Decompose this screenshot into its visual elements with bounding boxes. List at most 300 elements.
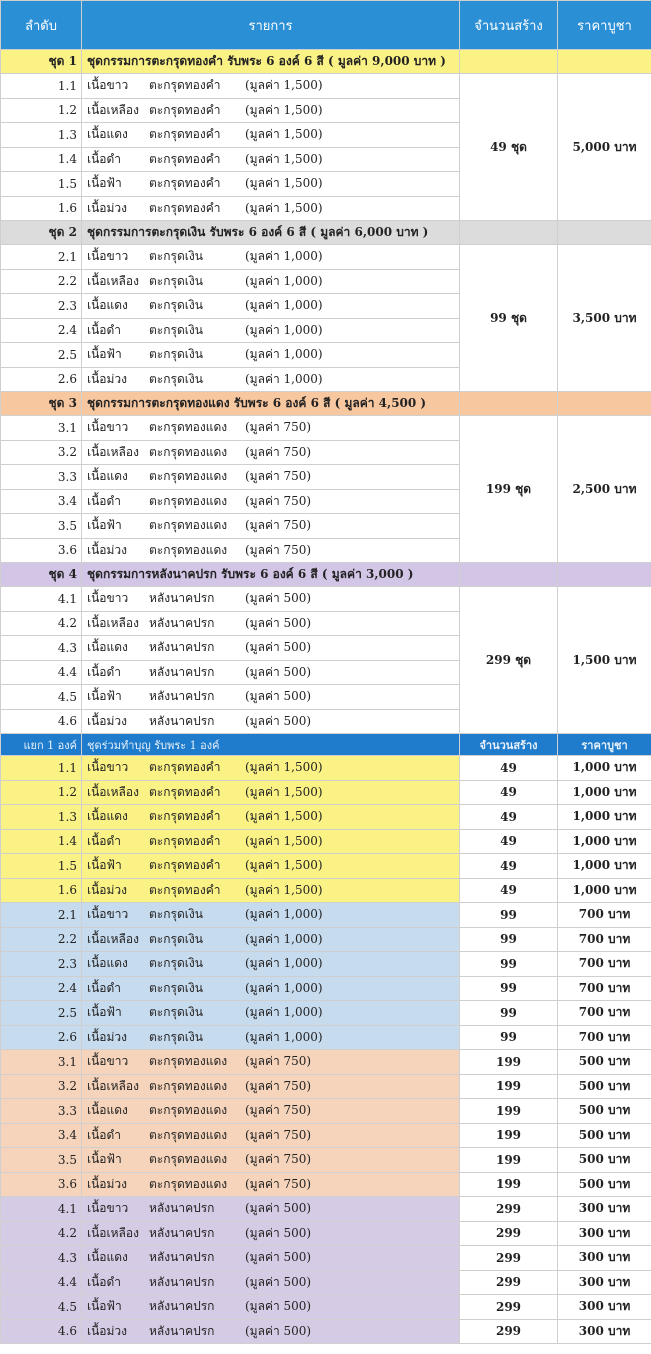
item-number: 2.6 [1, 367, 82, 392]
item-description [82, 878, 460, 903]
table-row [1, 587, 651, 612]
set-table-body [1, 50, 651, 734]
item-quantity: 49 [460, 829, 558, 854]
item-color: เนื้อขาว [87, 1054, 129, 1069]
item-value: (มูลค่า 750) [245, 1078, 312, 1093]
item-type: หลังนาคปรก [149, 1201, 215, 1216]
item-price: 700 บาท [558, 927, 651, 952]
item-value: (มูลค่า 750) [245, 1127, 312, 1142]
item-value: (มูลค่า 1,500) [245, 784, 323, 799]
item-color: เนื้อแดง [87, 956, 128, 971]
table-row [1, 74, 651, 99]
item-type: หลังนาคปรก [149, 713, 215, 728]
item-value: (มูลค่า 500) [245, 640, 312, 655]
item-color: เนื้อแดง [87, 640, 128, 655]
item-number: 3.3 [1, 465, 82, 490]
item-quantity: 299 [460, 1197, 558, 1222]
item-type: ตะกรุดทองแดง [149, 1127, 228, 1142]
item-description [82, 976, 460, 1001]
item-color: เนื้อแดง [87, 469, 128, 484]
item-number: 2.4 [1, 976, 82, 1001]
item-value: (มูลค่า 1,000) [245, 956, 323, 971]
item-type: ตะกรุดทองแดง [149, 1054, 228, 1069]
item-color: เนื้อเหลือง [87, 102, 139, 117]
item-type: ตะกรุดทองแดง [149, 518, 228, 533]
item-description [82, 805, 460, 830]
item-value: (มูลค่า 1,500) [245, 858, 323, 873]
item-type: ตะกรุดทองคำ [149, 127, 221, 142]
item-number: 1.6 [1, 878, 82, 903]
item-color: เนื้อเหลือง [87, 784, 139, 799]
item-description [82, 172, 460, 197]
item-type: หลังนาคปรก [149, 664, 215, 679]
item-value: (มูลค่า 1,500) [245, 882, 323, 897]
item-number: 3.5 [1, 1148, 82, 1173]
item-quantity: 49 [460, 854, 558, 879]
item-color: เนื้อม่วง [87, 371, 128, 386]
item-description [82, 489, 460, 514]
item-number: 2.5 [1, 343, 82, 368]
item-value: (มูลค่า 500) [245, 615, 312, 630]
set-price-blank [558, 221, 651, 245]
item-description [82, 685, 460, 710]
item-number: 4.3 [1, 636, 82, 661]
item-color: เนื้อดำ [87, 833, 122, 848]
item-color: เนื้อเหลือง [87, 615, 139, 630]
set-header-row [1, 221, 651, 245]
item-number: 3.2 [1, 1074, 82, 1099]
item-number: 3.5 [1, 514, 82, 539]
single-section-header [1, 734, 651, 756]
item-description [82, 903, 460, 928]
table-row [1, 1197, 651, 1222]
item-quantity: 199 [460, 1148, 558, 1173]
item-quantity: 299 [460, 1270, 558, 1295]
item-number: 3.6 [1, 1172, 82, 1197]
item-number: 3.2 [1, 440, 82, 465]
item-description [82, 927, 460, 952]
item-color: เนื้อม่วง [87, 200, 128, 215]
item-color: เนื้อแดง [87, 809, 128, 824]
item-color: เนื้อเหลือง [87, 931, 139, 946]
item-number: 4.5 [1, 685, 82, 710]
item-quantity: 99 [460, 1025, 558, 1050]
item-value: (มูลค่า 750) [245, 1054, 312, 1069]
set-quantity-blank [460, 50, 558, 74]
header-order: ลำดับ [1, 1, 82, 50]
item-type: ตะกรุดทองคำ [149, 784, 221, 799]
item-type: ตะกรุดเงิน [149, 322, 203, 337]
item-color: เนื้อแดง [87, 1103, 128, 1118]
set-number: ชุด 2 [1, 221, 82, 245]
item-type: ตะกรุดเงิน [149, 907, 203, 922]
item-price: 300 บาท [558, 1246, 651, 1271]
set-header-row [1, 50, 651, 74]
item-number: 4.1 [1, 1197, 82, 1222]
item-number: 4.4 [1, 1270, 82, 1295]
item-number: 2.2 [1, 927, 82, 952]
item-value: (มูลค่า 500) [245, 1323, 312, 1338]
header-price: ราคาบูชา [558, 1, 651, 50]
item-type: ตะกรุดเงิน [149, 347, 203, 362]
item-color: เนื้อม่วง [87, 882, 128, 897]
item-value: (มูลค่า 1,000) [245, 249, 323, 264]
item-price: 500 บาท [558, 1099, 651, 1124]
item-description [82, 854, 460, 879]
table-row [1, 903, 651, 928]
set-quantity-blank [460, 221, 558, 245]
item-color: เนื้อขาว [87, 760, 129, 775]
table-row [1, 829, 651, 854]
table-row [1, 756, 651, 781]
item-quantity: 99 [460, 976, 558, 1001]
set-quantity: 199 ชุด [460, 416, 558, 563]
set-quantity-blank [460, 392, 558, 416]
item-value: (มูลค่า 750) [245, 469, 312, 484]
item-number: 3.1 [1, 416, 82, 441]
item-type: ตะกรุดทองคำ [149, 176, 221, 191]
item-color: เนื้อเหลือง [87, 273, 139, 288]
item-quantity: 199 [460, 1074, 558, 1099]
item-price: 300 บาท [558, 1319, 651, 1344]
item-price: 1,000 บาท [558, 829, 651, 854]
item-price: 1,000 บาท [558, 854, 651, 879]
item-type: ตะกรุดทองแดง [149, 542, 228, 557]
item-number: 1.3 [1, 805, 82, 830]
item-description [82, 1025, 460, 1050]
set-header-row [1, 392, 651, 416]
item-description [82, 1197, 460, 1222]
item-color: เนื้อเหลือง [87, 444, 139, 459]
item-color: เนื้อฟ้า [87, 176, 122, 191]
table-row [1, 1099, 651, 1124]
table-row [1, 1148, 651, 1173]
item-quantity: 49 [460, 805, 558, 830]
item-value: (มูลค่า 1,500) [245, 127, 323, 142]
item-value: (มูลค่า 500) [245, 1299, 312, 1314]
item-color: เนื้อม่วง [87, 1323, 128, 1338]
item-description [82, 611, 460, 636]
item-color: เนื้อดำ [87, 664, 122, 679]
item-description [82, 123, 460, 148]
item-description [82, 829, 460, 854]
item-value: (มูลค่า 750) [245, 1152, 312, 1167]
item-number: 1.2 [1, 98, 82, 123]
item-value: (มูลค่า 1,500) [245, 760, 323, 775]
single-price-header: ราคาบูชา [558, 734, 651, 756]
item-number: 2.4 [1, 318, 82, 343]
item-number: 2.3 [1, 952, 82, 977]
item-number: 3.4 [1, 1123, 82, 1148]
item-value: (มูลค่า 750) [245, 1176, 312, 1191]
item-type: ตะกรุดทองคำ [149, 809, 221, 824]
table-row [1, 1221, 651, 1246]
item-description [82, 98, 460, 123]
item-description [82, 245, 460, 270]
item-color: เนื้อดำ [87, 151, 122, 166]
item-number: 1.5 [1, 172, 82, 197]
item-value: (มูลค่า 500) [245, 1225, 312, 1240]
item-type: ตะกรุดทองคำ [149, 102, 221, 117]
item-number: 2.1 [1, 903, 82, 928]
single-quantity-header: จำนวนสร้าง [460, 734, 558, 756]
item-color: เนื้อแดง [87, 298, 128, 313]
item-color: เนื้อม่วง [87, 542, 128, 557]
item-type: ตะกรุดเงิน [149, 980, 203, 995]
item-type: ตะกรุดเงิน [149, 298, 203, 313]
item-description [82, 1246, 460, 1271]
item-price: 500 บาท [558, 1148, 651, 1173]
set-number: ชุด 4 [1, 563, 82, 587]
item-price: 700 บาท [558, 1001, 651, 1026]
item-color: เนื้อม่วง [87, 713, 128, 728]
table-row [1, 1246, 651, 1271]
item-type: หลังนาคปรก [149, 1299, 215, 1314]
set-quantity: 299 ชุด [460, 587, 558, 734]
set-title: ชุดกรรมการตะกรุดทองคำ รับพระ 6 องค์ 6 สี ( มูลค่า 9,000 บาท ) [82, 50, 460, 74]
item-value: (มูลค่า 1,000) [245, 907, 323, 922]
item-description [82, 367, 460, 392]
item-color: เนื้อม่วง [87, 1029, 128, 1044]
item-color: เนื้อขาว [87, 420, 129, 435]
item-price: 300 บาท [558, 1197, 651, 1222]
item-quantity: 199 [460, 1099, 558, 1124]
table-row [1, 878, 651, 903]
item-value: (มูลค่า 1,000) [245, 298, 323, 313]
item-quantity: 299 [460, 1221, 558, 1246]
item-type: หลังนาคปรก [149, 1250, 215, 1265]
item-description [82, 780, 460, 805]
item-quantity: 299 [460, 1246, 558, 1271]
item-value: (มูลค่า 750) [245, 493, 312, 508]
item-number: 4.1 [1, 587, 82, 612]
table-row [1, 1050, 651, 1075]
item-type: ตะกรุดทองแดง [149, 420, 228, 435]
item-description [82, 1123, 460, 1148]
item-color: เนื้อขาว [87, 1201, 129, 1216]
item-price: 300 บาท [558, 1295, 651, 1320]
item-type: หลังนาคปรก [149, 591, 215, 606]
item-type: ตะกรุดทองคำ [149, 882, 221, 897]
table-row [1, 780, 651, 805]
item-quantity: 99 [460, 952, 558, 977]
item-price: 500 บาท [558, 1050, 651, 1075]
item-price: 1,000 บาท [558, 780, 651, 805]
item-number: 2.3 [1, 294, 82, 319]
item-type: ตะกรุดทองคำ [149, 760, 221, 775]
item-number: 1.5 [1, 854, 82, 879]
set-quantity: 99 ชุด [460, 245, 558, 392]
item-color: เนื้อขาว [87, 78, 129, 93]
set-price: 2,500 บาท [558, 416, 651, 563]
item-description [82, 1319, 460, 1344]
item-number: 1.1 [1, 756, 82, 781]
item-color: เนื้อเหลือง [87, 1225, 139, 1240]
item-color: เนื้อฟ้า [87, 689, 122, 704]
header-quantity: จำนวนสร้าง [460, 1, 558, 50]
item-quantity: 299 [460, 1295, 558, 1320]
item-value: (มูลค่า 500) [245, 1250, 312, 1265]
item-type: ตะกรุดเงิน [149, 956, 203, 971]
item-number: 4.2 [1, 611, 82, 636]
item-number: 4.5 [1, 1295, 82, 1320]
item-description [82, 416, 460, 441]
item-price: 1,000 บาท [558, 878, 651, 903]
item-color: เนื้อแดง [87, 1250, 128, 1265]
item-type: ตะกรุดทองคำ [149, 200, 221, 215]
item-price: 300 บาท [558, 1221, 651, 1246]
item-value: (มูลค่า 1,500) [245, 78, 323, 93]
item-value: (มูลค่า 750) [245, 420, 312, 435]
item-price: 500 บาท [558, 1172, 651, 1197]
item-number: 3.4 [1, 489, 82, 514]
item-value: (มูลค่า 1,000) [245, 980, 323, 995]
item-type: ตะกรุดเงิน [149, 249, 203, 264]
item-quantity: 199 [460, 1123, 558, 1148]
item-number: 3.6 [1, 538, 82, 563]
set-price-blank [558, 563, 651, 587]
item-value: (มูลค่า 1,500) [245, 176, 323, 191]
set-price-blank [558, 50, 651, 74]
item-value: (มูลค่า 500) [245, 713, 312, 728]
item-quantity: 49 [460, 756, 558, 781]
item-quantity: 199 [460, 1050, 558, 1075]
item-value: (มูลค่า 1,500) [245, 833, 323, 848]
item-value: (มูลค่า 1,500) [245, 200, 323, 215]
item-value: (มูลค่า 1,000) [245, 1005, 323, 1020]
item-type: หลังนาคปรก [149, 1225, 215, 1240]
set-quantity-blank [460, 563, 558, 587]
item-description [82, 1270, 460, 1295]
item-number: 4.3 [1, 1246, 82, 1271]
table-header [1, 1, 651, 50]
item-number: 2.2 [1, 269, 82, 294]
item-color: เนื้อฟ้า [87, 347, 122, 362]
table-row [1, 245, 651, 270]
item-price: 700 บาท [558, 952, 651, 977]
item-number: 2.5 [1, 1001, 82, 1026]
item-description [82, 756, 460, 781]
item-value: (มูลค่า 1,000) [245, 347, 323, 362]
item-type: ตะกรุดทองคำ [149, 78, 221, 93]
item-value: (มูลค่า 1,000) [245, 1029, 323, 1044]
item-description [82, 318, 460, 343]
item-type: หลังนาคปรก [149, 1274, 215, 1289]
single-table-body [1, 734, 651, 1344]
table-row [1, 927, 651, 952]
item-number: 4.4 [1, 660, 82, 685]
item-quantity: 99 [460, 903, 558, 928]
item-number: 1.4 [1, 829, 82, 854]
item-number: 1.6 [1, 196, 82, 221]
item-value: (มูลค่า 500) [245, 591, 312, 606]
table-row [1, 1319, 651, 1344]
item-description [82, 269, 460, 294]
table-row [1, 1025, 651, 1050]
item-type: ตะกรุดทองแดง [149, 444, 228, 459]
item-type: ตะกรุดเงิน [149, 931, 203, 946]
table-row [1, 1123, 651, 1148]
set-title: ชุดกรรมการตะกรุดทองแดง รับพระ 6 องค์ 6 สี ( มูลค่า 4,500 ) [82, 392, 460, 416]
item-value: (มูลค่า 1,000) [245, 322, 323, 337]
item-type: ตะกรุดเงิน [149, 371, 203, 386]
item-price: 700 บาท [558, 976, 651, 1001]
item-description [82, 294, 460, 319]
item-price: 1,000 บาท [558, 805, 651, 830]
table-row [1, 1074, 651, 1099]
item-type: ตะกรุดทองแดง [149, 469, 228, 484]
item-description [82, 147, 460, 172]
item-number: 1.3 [1, 123, 82, 148]
item-type: ตะกรุดทองแดง [149, 1103, 228, 1118]
item-value: (มูลค่า 750) [245, 444, 312, 459]
item-number: 2.6 [1, 1025, 82, 1050]
item-description [82, 440, 460, 465]
item-color: เนื้อดำ [87, 493, 122, 508]
item-color: เนื้อฟ้า [87, 1299, 122, 1314]
item-color: เนื้อขาว [87, 249, 129, 264]
table-row [1, 1172, 651, 1197]
item-value: (มูลค่า 500) [245, 1201, 312, 1216]
item-color: เนื้อดำ [87, 1127, 122, 1142]
table-row [1, 1001, 651, 1026]
item-price: 500 บาท [558, 1074, 651, 1099]
item-value: (มูลค่า 500) [245, 664, 312, 679]
item-number: 4.6 [1, 1319, 82, 1344]
item-type: หลังนาคปรก [149, 640, 215, 655]
item-description [82, 952, 460, 977]
item-description [82, 514, 460, 539]
item-color: เนื้อดำ [87, 980, 122, 995]
set-number: ชุด 3 [1, 392, 82, 416]
item-quantity: 299 [460, 1319, 558, 1344]
item-number: 3.3 [1, 1099, 82, 1124]
item-type: ตะกรุดทองแดง [149, 1078, 228, 1093]
item-description [82, 1001, 460, 1026]
item-description [82, 1172, 460, 1197]
item-type: หลังนาคปรก [149, 689, 215, 704]
item-type: ตะกรุดเงิน [149, 1029, 203, 1044]
item-description [82, 660, 460, 685]
item-description [82, 465, 460, 490]
table-row [1, 1295, 651, 1320]
item-description [82, 1221, 460, 1246]
item-description [82, 1148, 460, 1173]
item-type: ตะกรุดทองคำ [149, 151, 221, 166]
item-value: (มูลค่า 1,500) [245, 151, 323, 166]
item-number: 1.2 [1, 780, 82, 805]
item-number: 1.4 [1, 147, 82, 172]
item-number: 4.6 [1, 709, 82, 734]
item-price: 700 บาท [558, 903, 651, 928]
item-type: ตะกรุดทองแดง [149, 1152, 228, 1167]
item-description [82, 1074, 460, 1099]
item-value: (มูลค่า 750) [245, 518, 312, 533]
set-price: 5,000 บาท [558, 74, 651, 221]
table-row [1, 416, 651, 441]
item-value: (มูลค่า 1,000) [245, 371, 323, 386]
item-type: หลังนาคปรก [149, 1323, 215, 1338]
set-number: ชุด 1 [1, 50, 82, 74]
item-value: (มูลค่า 750) [245, 542, 312, 557]
item-description [82, 1099, 460, 1124]
item-quantity: 99 [460, 1001, 558, 1026]
table-row [1, 854, 651, 879]
item-number: 4.2 [1, 1221, 82, 1246]
item-price: 300 บาท [558, 1270, 651, 1295]
item-value: (มูลค่า 1,000) [245, 931, 323, 946]
table-row [1, 1270, 651, 1295]
